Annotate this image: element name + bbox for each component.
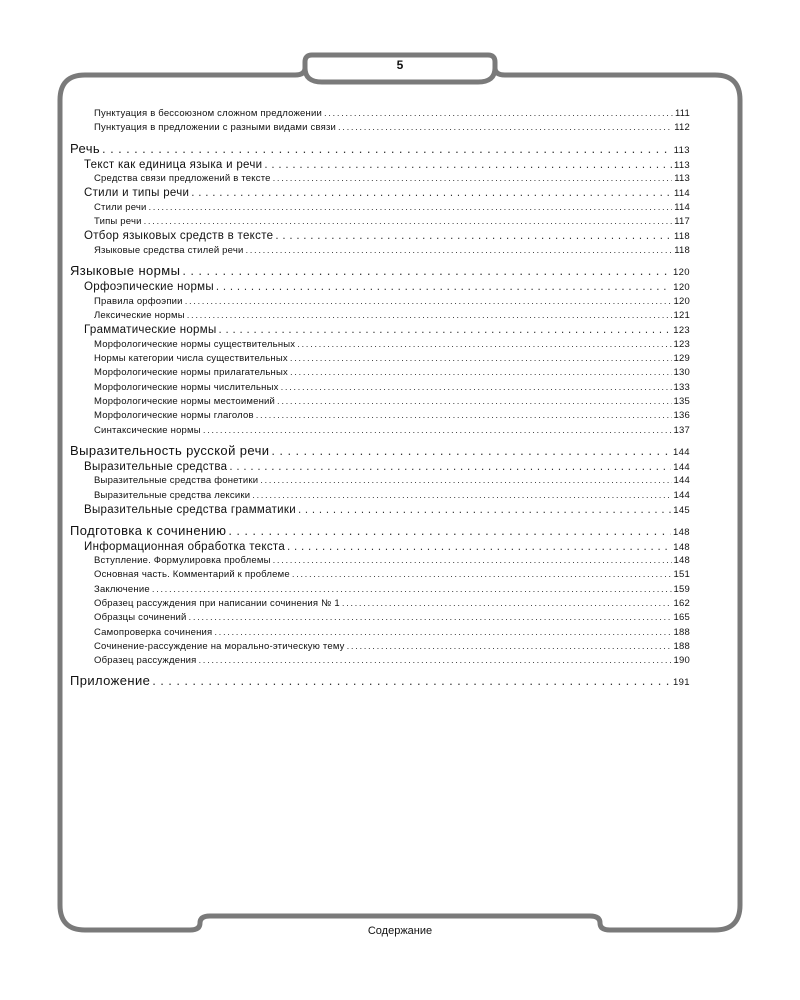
toc-entry[interactable] [70, 475, 690, 489]
dot-leader [191, 187, 672, 199]
page-number: 5 [396, 58, 404, 72]
toc-entry-title: Морфологические нормы числительных [94, 381, 279, 393]
dot-leader [187, 310, 672, 321]
toc-entry[interactable] [70, 655, 690, 669]
toc-entry-page: 144 [673, 461, 690, 473]
dot-leader [297, 339, 671, 350]
dot-leader [152, 673, 671, 688]
toc-entry-title: Грамматические нормы [84, 324, 217, 337]
toc-entry[interactable] [70, 159, 690, 174]
toc-entry-page: 136 [673, 410, 690, 422]
toc-entry-page: 118 [674, 244, 690, 256]
dot-leader [324, 108, 673, 119]
toc-entry[interactable] [70, 443, 690, 461]
toc-entry[interactable] [70, 310, 690, 324]
toc-entry-title: Выразительные средства лексики [94, 489, 251, 501]
toc-entry-page: 123 [673, 325, 690, 337]
toc-entry-page: 148 [673, 555, 690, 567]
toc-entry[interactable] [70, 263, 690, 281]
toc-entry-page: 114 [673, 188, 690, 200]
toc-entry-page: 188 [673, 640, 690, 652]
dot-leader [287, 541, 671, 553]
toc-entry[interactable] [70, 216, 690, 230]
toc-entry-page: 111 [674, 108, 690, 119]
toc-entry-page: 135 [673, 396, 690, 408]
toc-entry-page: 144 [673, 489, 690, 501]
toc-entry[interactable] [70, 504, 690, 519]
dot-leader [292, 569, 672, 580]
dot-leader [298, 504, 671, 516]
dot-leader [260, 475, 671, 486]
toc-entry[interactable] [70, 324, 690, 339]
toc-entry[interactable] [70, 490, 690, 504]
dot-leader [144, 216, 673, 227]
toc-entry-page: 121 [673, 310, 690, 322]
dot-leader [338, 122, 672, 133]
toc-entry[interactable] [70, 281, 690, 296]
dot-leader [273, 555, 672, 566]
dot-leader [214, 627, 671, 638]
toc-entry[interactable] [70, 612, 690, 626]
dot-leader [281, 382, 672, 393]
toc-entry-page: 129 [673, 353, 690, 365]
toc-entry[interactable] [70, 555, 690, 569]
toc-entry[interactable] [70, 353, 690, 367]
dot-leader [271, 443, 671, 458]
dot-leader [229, 461, 671, 473]
dot-leader [199, 655, 672, 666]
toc-entry-title: Подготовка к сочинению [70, 522, 227, 538]
toc-entry[interactable] [70, 173, 690, 187]
dot-leader [290, 367, 672, 378]
toc-entry-page: 188 [673, 626, 690, 638]
toc-entry-title: Выразительность русской речи [70, 442, 270, 458]
toc-entry-page: 144 [673, 475, 690, 487]
toc-entry[interactable] [70, 202, 690, 216]
toc-entry-title: Выразительные средства фонетики [94, 475, 259, 487]
toc-entry[interactable] [70, 541, 690, 556]
toc-entry-page: 113 [673, 159, 690, 171]
toc-entry-page: 117 [674, 216, 690, 228]
toc-entry[interactable] [70, 141, 690, 159]
dot-leader [203, 425, 672, 436]
toc-entry-page: 118 [673, 231, 690, 243]
toc-entry-title: Самопроверка сочинения [94, 626, 213, 638]
dot-leader [277, 396, 672, 407]
toc-entry-page: 133 [673, 381, 690, 393]
dot-leader [182, 263, 671, 278]
toc-entry-title: Морфологические нормы местоимений [94, 396, 276, 408]
toc-entry[interactable] [70, 230, 690, 245]
toc-entry-title: Вступление. Формулировка проблемы [94, 555, 271, 567]
toc-entry-title: Синтаксические нормы [94, 424, 201, 436]
toc-entry[interactable] [70, 673, 690, 691]
dot-leader [228, 523, 671, 538]
toc-entry[interactable] [70, 339, 690, 353]
dot-leader [264, 159, 672, 171]
toc-entry-title: Правила орфоэпии [94, 295, 183, 307]
toc-entry-title: Морфологические нормы прилагательных [94, 367, 288, 379]
toc-entry[interactable] [70, 382, 690, 396]
toc-entry-title: Типы речи [94, 216, 142, 228]
dot-leader [273, 173, 673, 184]
dot-leader [189, 612, 672, 623]
toc-entry-title: Образцы сочинений [94, 612, 187, 624]
toc-entry-title: Сочинение-рассуждение на морально-этическую тему [94, 640, 345, 652]
toc-entry-title: Информационная обработка текста [84, 540, 286, 553]
toc-entry[interactable] [70, 627, 690, 641]
toc-entry[interactable] [70, 461, 690, 476]
toc-entry-page: 162 [673, 597, 690, 609]
toc-entry-title: Морфологические нормы существительных [94, 338, 296, 350]
toc-entry-page: 191 [672, 677, 690, 689]
toc-entry[interactable] [70, 245, 690, 259]
toc-entry-title: Морфологические нормы глаголов [94, 410, 254, 422]
dot-leader [149, 202, 673, 213]
toc-entry-page: 130 [673, 367, 690, 379]
toc-entry-title: Речь [70, 140, 101, 156]
toc-entry-title: Заключение [94, 583, 150, 595]
toc-entry[interactable] [70, 396, 690, 410]
table-of-contents [70, 108, 690, 691]
toc-entry[interactable] [70, 584, 690, 598]
toc-entry-page: 159 [673, 583, 690, 595]
toc-entry-title: Образец рассуждения при написании сочинения № 1 [94, 597, 340, 609]
dot-leader [219, 324, 672, 336]
toc-entry-title: Стили речи [94, 201, 147, 213]
toc-entry[interactable] [70, 187, 690, 202]
toc-entry[interactable] [70, 598, 690, 612]
toc-entry-title: Отбор языковых средств в тексте [84, 230, 274, 243]
toc-entry[interactable] [70, 122, 690, 136]
toc-entry-title: Орфоэпические нормы [84, 281, 214, 294]
dot-leader [342, 598, 672, 609]
toc-entry-page: 113 [674, 173, 690, 185]
toc-entry-page: 123 [673, 338, 690, 350]
dot-leader [246, 245, 673, 256]
dot-leader [185, 296, 672, 307]
toc-entry-page: 144 [672, 446, 690, 458]
toc-entry-title: Текст как единица языка и речи [84, 158, 263, 171]
dot-leader [290, 353, 672, 364]
toc-entry-title: Приложение [70, 673, 151, 689]
toc-entry-page: 112 [674, 122, 690, 134]
dot-leader [256, 410, 672, 421]
toc-entry-title: Средства связи предложений в тексте [94, 173, 271, 185]
toc-entry[interactable] [70, 523, 690, 541]
toc-entry-page: 190 [673, 655, 690, 667]
toc-entry-title: Образец рассуждения [94, 655, 197, 667]
toc-entry-page: 120 [673, 282, 690, 294]
toc-entry[interactable] [70, 569, 690, 583]
dot-leader [152, 584, 672, 595]
toc-entry-title: Нормы категории числа существительных [94, 353, 288, 365]
toc-entry-page: 151 [673, 569, 690, 581]
toc-entry[interactable] [70, 108, 690, 122]
toc-entry-page: 145 [673, 505, 690, 517]
toc-entry-title: Выразительные средства грамматики [84, 504, 296, 517]
toc-entry[interactable] [70, 425, 690, 439]
dot-leader [275, 230, 672, 242]
dot-leader [347, 641, 672, 652]
toc-entry[interactable] [70, 367, 690, 381]
toc-entry[interactable] [70, 410, 690, 424]
toc-entry-title: Основная часть. Комментарий к проблеме [94, 569, 290, 581]
toc-entry[interactable] [70, 296, 690, 310]
toc-entry-page: 165 [673, 612, 690, 624]
dot-leader [216, 281, 671, 293]
toc-entry-page: 137 [673, 424, 690, 436]
toc-entry-title: Пунктуация в предложении с разными видами связи [94, 122, 337, 134]
toc-entry-page: 113 [673, 144, 690, 156]
toc-entry-page: 120 [673, 295, 690, 307]
toc-entry-title: Лексические нормы [94, 310, 185, 322]
dot-leader [102, 141, 672, 156]
toc-entry-title: Языковые нормы [70, 263, 181, 279]
toc-entry-title: Выразительные средства [84, 460, 228, 473]
toc-entry-page: 114 [674, 201, 690, 213]
toc-entry-page: 120 [672, 267, 690, 279]
dot-leader [252, 490, 671, 501]
toc-entry-title: Языковые средства стилей речи [94, 244, 244, 256]
running-footer-title: Содержание [367, 925, 433, 937]
toc-entry-page: 148 [673, 541, 690, 553]
toc-entry-title: Стили и типы речи [84, 187, 190, 200]
toc-entry-title: Пунктуация в бессоюзном сложном предложении [94, 108, 322, 119]
toc-entry-page: 148 [672, 526, 690, 538]
toc-entry[interactable] [70, 641, 690, 655]
